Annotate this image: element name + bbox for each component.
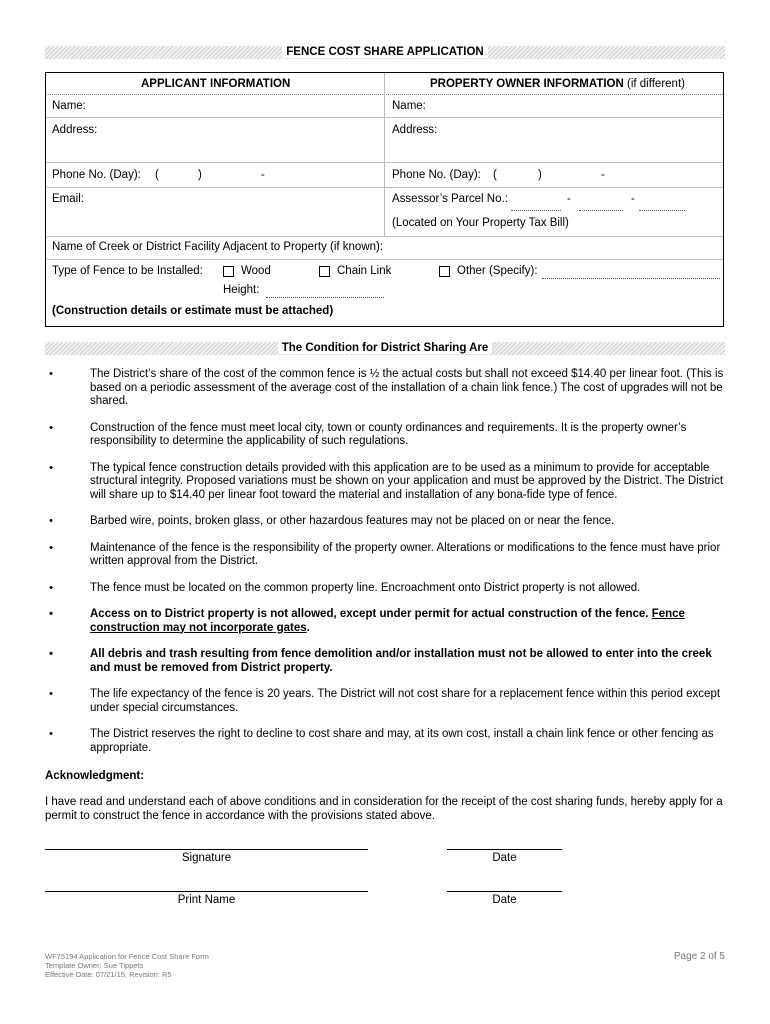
bullet-icon: • xyxy=(49,541,53,554)
owner-phone-open: ( xyxy=(493,169,497,181)
applicant-address-label: Address: xyxy=(52,124,98,136)
owner-header-title: PROPERTY OWNER INFORMATION xyxy=(430,78,624,90)
footer-form-id: WF75194 Application for Fence Cost Share Form xyxy=(45,952,209,961)
applicant-phone-dash: - xyxy=(261,169,265,181)
divider xyxy=(46,259,723,260)
list-item xyxy=(45,582,725,596)
print-name-field[interactable] xyxy=(45,891,368,892)
owner-parcel-label: Assessor’s Parcel No.: xyxy=(392,193,508,205)
owner-address-label: Address: xyxy=(392,124,438,136)
form-title-wrap xyxy=(0,46,770,59)
page-number: Page 2 of 5 xyxy=(673,951,725,962)
form-title: FENCE COST SHARE APPLICATION xyxy=(282,46,487,58)
gates-text: Fence construction may not incorporate gates xyxy=(90,608,685,634)
divider xyxy=(46,162,723,163)
owner-phone-dash: - xyxy=(601,169,605,181)
footer-owner: Template Owner: Sue Tippets xyxy=(45,961,144,970)
owner-parcel-note: (Located on Your Property Tax Bill) xyxy=(392,217,569,229)
footer xyxy=(45,952,209,979)
facility-label: Name of Creek or District Facility Adjacent to Property (if known): xyxy=(52,241,384,253)
date-label-2: Date xyxy=(492,894,517,906)
acknowledgment-title: Acknowledgment: xyxy=(45,770,145,782)
bullet-icon: • xyxy=(49,728,53,740)
access-text: Access on to District property is not allowed, except under permit for actual construction of the fence. xyxy=(90,608,652,620)
signature-label: Signature xyxy=(181,852,232,864)
chain-link-label: Chain Link xyxy=(337,265,392,277)
footer-effective-date: Effective Date: 07/21/15; Revision: R5 xyxy=(45,970,172,979)
owner-header-note: (if different) xyxy=(627,78,685,90)
signature-field[interactable] xyxy=(45,849,368,850)
list-item xyxy=(45,515,725,529)
column-divider xyxy=(384,73,385,236)
other-specify-field[interactable] xyxy=(542,278,720,279)
parcel-field-3[interactable] xyxy=(639,210,685,211)
date-field[interactable] xyxy=(447,849,562,850)
list-item-text: Maintenance of the fence is the responsibility of the property owner. Alterations or modifications to the fence must have prior written approval from the District. xyxy=(90,541,721,567)
list-item-text: The life expectancy of the fence is 20 years. The District will not cost share for a replacement fence within this period except under special circumstances. xyxy=(90,688,721,714)
bullet-icon: • xyxy=(49,688,53,700)
parcel-field-1[interactable] xyxy=(511,210,561,211)
list-item xyxy=(45,462,725,503)
owner-phone-close: ) xyxy=(538,169,542,181)
list-item xyxy=(45,422,725,449)
acknowledgment-text: I have read and understand each of above conditions and in consideration for the receipt of the cost sharing funds, hereby apply for a permit to construct the fence in accordance with the provisions stated above. xyxy=(45,796,723,822)
list-item-text: The District’s share of the cost of the common fence is ½ the actual costs but shall not exceed $14.40 per linear foot. (This is based on a periodic assessment of the average cost of the installation of a chain link fence.) The cost of upgrades will not be shared. xyxy=(90,368,724,407)
bullet-icon: • xyxy=(49,368,53,380)
wood-checkbox[interactable] xyxy=(223,266,234,277)
height-field[interactable] xyxy=(266,297,384,298)
owner-header xyxy=(430,78,685,90)
list-item-text: The typical fence construction details provided with this application are to be used as a minimum to provide for acceptable structural integrity. Proposed variations must be shown on your application and must be approved by the District. The District will share up to $14.40 per linear foot toward the material and installation of any bona-fide type of fence. xyxy=(90,461,724,501)
bullet-icon: • xyxy=(49,581,53,594)
fence-type-label: Type of Fence to be Installed: xyxy=(52,265,203,277)
applicant-header: APPLICANT INFORMATION xyxy=(141,78,291,90)
list-item-text: Construction of the fence must meet local city, town or county ordinances and requirements. It is the property owner’s responsibility to determine the applicability of such regulations. xyxy=(90,421,687,447)
date-field-2[interactable] xyxy=(447,891,562,892)
wood-label: Wood xyxy=(241,265,271,277)
construction-note: (Construction details or estimate must be attached) xyxy=(52,305,334,317)
list-item xyxy=(45,542,725,569)
list-item-text: All debris and trash resulting from fence demolition and/or installation must not be allowed to enter into the creek and must be removed from District property. xyxy=(90,648,712,674)
print-name-label: Print Name xyxy=(177,894,236,906)
owner-name-label: Name: xyxy=(392,100,426,112)
list-item-text: The District reserves the right to decline to cost share and may, at its own cost, install a chain link fence or other fencing as appropriate. xyxy=(90,728,714,754)
applicant-phone-label: Phone No. (Day): xyxy=(52,169,141,181)
applicant-name-label: Name: xyxy=(52,100,86,112)
list-item xyxy=(45,688,725,715)
divider xyxy=(46,117,723,118)
other-label: Other (Specify): xyxy=(457,265,538,277)
applicant-email-label: Email: xyxy=(52,193,84,205)
bullet-icon: • xyxy=(49,515,53,527)
height-label: Height: xyxy=(223,284,260,296)
list-item xyxy=(45,608,725,635)
divider xyxy=(46,236,723,237)
conditions-list xyxy=(45,368,725,755)
parcel-field-2[interactable] xyxy=(579,210,623,211)
applicant-phone-open: ( xyxy=(155,169,159,181)
conditions-title: The Condition for District Sharing Are xyxy=(278,342,493,354)
bullet-icon: • xyxy=(49,461,53,474)
applicant-owner-form xyxy=(45,72,724,327)
list-item-text: Barbed wire, points, broken glass, or other hazardous features may not be placed on or near the fence. xyxy=(90,515,615,527)
date-label: Date xyxy=(492,852,517,864)
list-item xyxy=(45,368,725,409)
parcel-dash-1: - xyxy=(567,193,571,205)
conditions-title-wrap xyxy=(0,342,770,355)
bullet-icon: • xyxy=(49,608,53,620)
chain-link-checkbox[interactable] xyxy=(319,266,330,277)
list-item xyxy=(45,728,725,755)
other-checkbox[interactable] xyxy=(439,266,450,277)
applicant-phone-close: ) xyxy=(198,169,202,181)
list-item xyxy=(45,648,725,675)
gates-period: . xyxy=(306,621,310,634)
divider xyxy=(46,187,723,188)
bullet-icon: • xyxy=(49,421,53,434)
bullet-icon: • xyxy=(49,648,53,660)
parcel-dash-2: - xyxy=(631,193,635,205)
list-item-text: The fence must be located on the common property line. Encroachment onto District property is not allowed. xyxy=(90,581,641,594)
owner-phone-label: Phone No. (Day): xyxy=(392,169,481,181)
